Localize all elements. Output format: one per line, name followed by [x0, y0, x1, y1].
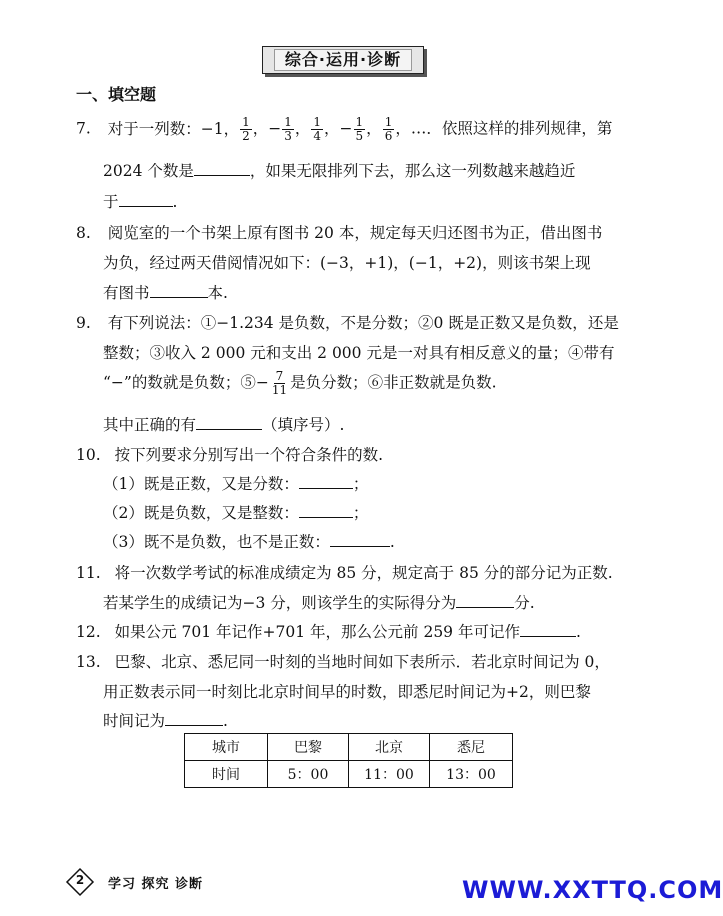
table-cell: 13：00: [430, 761, 513, 788]
q9-text: 有下列说法：①−1.234 是负数，不是分数；②0 既是正数又是负数，还是: [107, 314, 619, 332]
answer-blank[interactable]: [330, 532, 390, 547]
q7-sep: ，−: [252, 119, 282, 138]
q10-sub3: [103, 530, 395, 552]
q9-number: 9.: [76, 314, 91, 332]
q10-text: （3）既不是负数，也不是正数：: [103, 533, 330, 551]
q8-text: 阅览室的一个书架上原有图书 20 本，规定每天归还图书为正，借出图书: [107, 224, 603, 242]
fraction: $\frac{7}{11}$: [271, 369, 288, 397]
q10-text: 按下列要求分别写出一个符合条件的数.: [114, 446, 384, 464]
answer-blank[interactable]: [456, 593, 514, 608]
watermark: WWW.XXTTQ.COM: [462, 876, 723, 904]
q13-line1: [76, 650, 610, 672]
q9-line1: [76, 311, 619, 333]
answer-blank[interactable]: [299, 474, 353, 489]
q7-text: .: [172, 193, 178, 211]
q11-text: 将一次数学考试的标准成绩定为 85 分，规定高于 85 分的部分记为正数.: [114, 564, 613, 582]
q11-line2: [103, 591, 535, 613]
q10-text: ；: [352, 475, 369, 493]
q7-number: 7.: [76, 119, 91, 138]
footer-label: 学习 探究 诊断: [108, 877, 204, 892]
q7-text: 2024 个数是: [103, 162, 194, 180]
q8-line1: [76, 221, 602, 243]
table-header-cell: 城市: [185, 734, 268, 761]
q10-line1: [76, 443, 383, 465]
q8-line2: [103, 251, 591, 273]
q13-text: 用正数表示同一时刻比北京时间早的时数，即悉尼时间记为+2，则巴黎: [103, 683, 591, 701]
page-number-badge: [66, 868, 94, 896]
answer-blank[interactable]: [299, 503, 353, 518]
q11-text: 分.: [514, 594, 535, 612]
q12-line1: [76, 620, 581, 642]
q10-text: （1）既是正数，又是分数：: [103, 475, 299, 493]
table-header-cell: 悉尼: [430, 734, 513, 761]
q7-sep: ，: [294, 119, 311, 138]
q7-text: ，如果无限排列下去，那么这一列数越来越趋近: [249, 162, 576, 180]
fraction: $\frac{1}{2}$: [242, 115, 250, 143]
table-header-cell: 巴黎: [268, 734, 349, 761]
q9-text: 整数；③收入 2 000 元和支出 2 000 元是一对具有相反意义的量；④带有: [103, 344, 615, 362]
q13-number: 13.: [76, 653, 101, 671]
q9-line4: [103, 413, 344, 435]
q12-text: 如果公元 701 年记作+701 年，那么公元前 259 年可记作: [114, 623, 520, 641]
table-header-cell: 北京: [349, 734, 430, 761]
q10-sub2: [103, 501, 368, 523]
q13-text: 时间记为: [103, 712, 166, 730]
q8-text: 本.: [207, 284, 228, 302]
section-banner-title: 综合·运用·诊断: [274, 49, 412, 71]
section-title: 一、填空题: [76, 85, 157, 104]
answer-blank[interactable]: [119, 192, 173, 207]
q9-text: （填序号）.: [262, 416, 345, 434]
q11-text: 若某学生的成绩记为−3 分，则该学生的实际得分为: [103, 594, 457, 612]
q7-text: ，…．依照这样的排列规律，第: [395, 119, 613, 138]
answer-blank[interactable]: [196, 415, 262, 430]
q13-line2: [103, 680, 591, 702]
q9-text: 是负分数；⑥非正数就是负数.: [290, 373, 497, 392]
q11-line1: [76, 561, 613, 583]
q9-text: “−”的数就是负数；⑤−: [103, 373, 269, 392]
q12-text: .: [575, 623, 581, 641]
q10-text: （2）既是负数，又是整数：: [103, 504, 299, 522]
city-time-table: [184, 733, 513, 788]
fraction: $\frac{1}{5}$: [355, 115, 364, 143]
fraction: $\frac{1}{6}$: [384, 115, 393, 143]
q12-number: 12.: [76, 623, 101, 641]
table-row: [185, 734, 513, 761]
answer-blank[interactable]: [165, 711, 223, 726]
q13-line3: [103, 709, 228, 731]
q9-text: 其中正确的有: [103, 416, 197, 434]
q7-line2: [103, 159, 575, 181]
table-cell: 11：00: [349, 761, 430, 788]
fraction: $\frac{1}{3}$: [284, 115, 292, 143]
q8-text: 有图书: [103, 284, 150, 302]
q7-sep: ，−: [324, 119, 353, 138]
q9-line2: [103, 341, 614, 363]
q7-text: 对于一列数：−1，: [107, 119, 240, 138]
table-row: [185, 761, 513, 788]
table-cell: 时间: [185, 761, 268, 788]
q7-sep: ，: [366, 119, 382, 138]
q13-text: .: [223, 712, 228, 730]
q13-text: 巴黎、北京、悉尼同一时刻的当地时间如下表所示．若北京时间记为 0，: [114, 653, 610, 671]
q10-sub1: [103, 472, 368, 494]
q8-line3: [103, 281, 228, 303]
answer-blank[interactable]: [194, 161, 250, 176]
table-cell: 5：00: [268, 761, 349, 788]
q11-number: 11.: [76, 564, 101, 582]
q8-number: 8.: [76, 224, 91, 242]
q10-number: 10.: [76, 446, 101, 464]
q9-line3: [103, 370, 497, 397]
q7-text: 于: [103, 193, 119, 211]
answer-blank[interactable]: [150, 283, 208, 298]
q10-text: .: [389, 533, 395, 551]
page-number: 2: [75, 873, 85, 887]
q7-line3: [103, 190, 177, 212]
q8-text: 为负，经过两天借阅情况如下：(−3，+1)，(−1，+2)，则该书架上现: [103, 254, 591, 272]
fraction: $\frac{1}{4}$: [313, 115, 322, 143]
q7-line1: [76, 116, 612, 143]
q10-text: ；: [352, 504, 369, 522]
answer-blank[interactable]: [520, 622, 576, 637]
section-banner: [262, 46, 424, 74]
